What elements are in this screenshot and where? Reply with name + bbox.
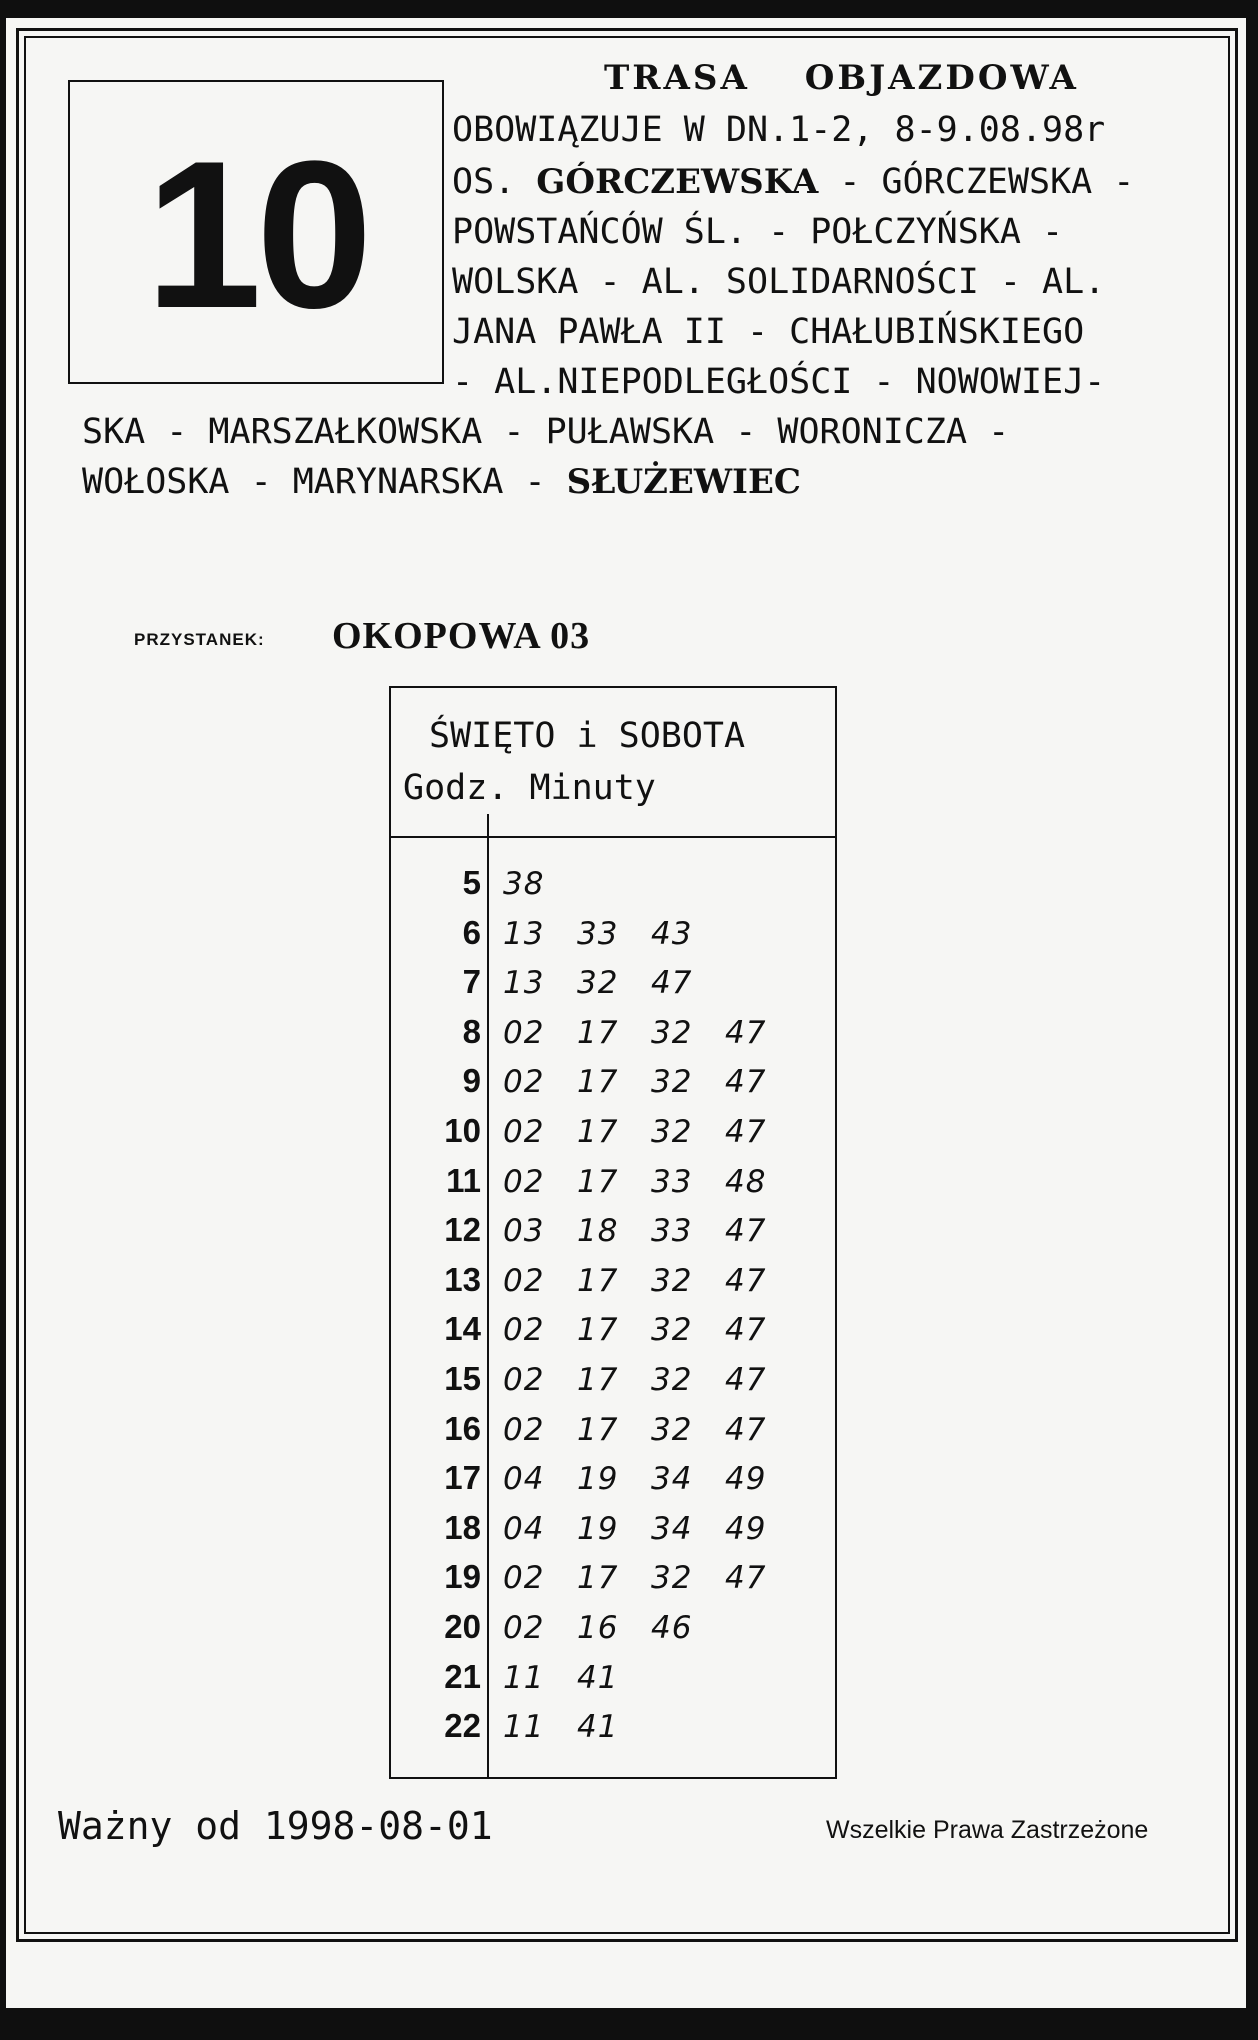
minute-cell: 47 xyxy=(725,1262,767,1299)
minute-cell: 41 xyxy=(577,1709,619,1746)
minute-cell: 32 xyxy=(651,1113,693,1150)
hour-cell: 12 xyxy=(444,1211,481,1249)
line-number: 10 xyxy=(145,117,367,352)
table-row xyxy=(391,1509,835,1559)
minute-cell: 02 xyxy=(503,1014,545,1051)
hour-cell: 16 xyxy=(444,1409,481,1447)
minute-cell: 32 xyxy=(651,1411,693,1448)
minute-cell: 17 xyxy=(577,1361,619,1398)
route-validity: OBOWIĄZUJE W DN.1-2, 8-9.08.98r xyxy=(452,110,1106,150)
minute-cell: 16 xyxy=(577,1609,619,1646)
minute-cell: 03 xyxy=(503,1213,545,1250)
table-row xyxy=(391,1211,835,1261)
minute-cell: 02 xyxy=(503,1262,545,1299)
minute-cell: 02 xyxy=(503,1411,545,1448)
minute-cell: 32 xyxy=(651,1262,693,1299)
minute-cell: 34 xyxy=(651,1510,693,1547)
rights-notice: Wszelkie Prawa Zastrzeżone xyxy=(826,1816,1149,1844)
valid-from: Ważny od 1998-08-01 xyxy=(58,1804,493,1848)
minute-cell: 48 xyxy=(725,1163,767,1200)
table-row xyxy=(391,1013,835,1063)
route-line xyxy=(452,312,1084,352)
minute-cell: 47 xyxy=(725,1113,767,1150)
hour-cell: 21 xyxy=(444,1657,481,1695)
table-row xyxy=(391,1459,835,1509)
line-number-box xyxy=(68,80,444,384)
route-line-highlight: GÓRCZEWSKA xyxy=(536,162,819,202)
minute-cell: 49 xyxy=(725,1461,767,1498)
table-row xyxy=(391,864,835,914)
table-row xyxy=(391,1112,835,1162)
minute-cell: 49 xyxy=(725,1510,767,1547)
table-row xyxy=(391,963,835,1013)
minute-cell: 19 xyxy=(577,1510,619,1547)
route-line-text: - GÓRCZEWSKA - xyxy=(818,162,1135,202)
table-row xyxy=(391,1261,835,1311)
hour-cell: 20 xyxy=(444,1607,481,1645)
minute-cell: 17 xyxy=(577,1064,619,1101)
table-row xyxy=(391,1360,835,1410)
minute-cell: 17 xyxy=(577,1113,619,1150)
route-title-left: TRASA xyxy=(604,58,750,98)
minute-cell: 17 xyxy=(577,1560,619,1597)
minute-column-header: Minuty xyxy=(529,768,656,808)
minute-cell: 13 xyxy=(503,965,545,1002)
route-line-text: POWSTAŃCÓW ŚL. - POŁCZYŃSKA - xyxy=(452,212,1064,252)
timetable-rows xyxy=(391,864,835,1757)
minute-cell: 19 xyxy=(577,1461,619,1498)
minute-cell: 47 xyxy=(725,1064,767,1101)
hour-cell: 17 xyxy=(444,1459,481,1497)
minute-cell: 02 xyxy=(503,1312,545,1349)
route-line-text: WOŁOSKA - MARYNARSKA - xyxy=(82,462,567,502)
minute-cell: 33 xyxy=(651,1163,693,1200)
route-line-text: WOLSKA - AL. SOLIDARNOŚCI - AL. xyxy=(452,262,1106,302)
route-line xyxy=(82,462,801,502)
hour-cell: 11 xyxy=(446,1161,481,1199)
minute-cell: 04 xyxy=(503,1510,545,1547)
hour-cell: 8 xyxy=(462,1012,481,1050)
minute-cell: 02 xyxy=(503,1113,545,1150)
minute-cell: 47 xyxy=(725,1312,767,1349)
route-line xyxy=(452,212,1063,252)
table-row xyxy=(391,1062,835,1112)
minute-cell: 02 xyxy=(503,1163,545,1200)
column-headers xyxy=(403,768,656,808)
day-type: ŚWIĘTO i SOBOTA xyxy=(429,716,746,756)
table-row xyxy=(391,914,835,964)
table-row xyxy=(391,1410,835,1460)
hour-cell: 22 xyxy=(444,1707,481,1745)
minute-cell: 33 xyxy=(651,1213,693,1250)
minute-cell: 46 xyxy=(651,1609,693,1646)
table-row xyxy=(391,1558,835,1608)
minute-cell: 47 xyxy=(725,1014,767,1051)
minute-cell: 41 xyxy=(577,1659,619,1696)
minute-cell: 43 xyxy=(651,915,693,952)
minute-cell: 32 xyxy=(651,1064,693,1101)
timetable xyxy=(389,686,837,1779)
route-line-text: - AL.NIEPODLEGŁOŚCI - NOWOWIEJ- xyxy=(452,362,1106,402)
hour-cell: 14 xyxy=(444,1310,481,1348)
minute-cell: 02 xyxy=(503,1361,545,1398)
table-row xyxy=(391,1658,835,1708)
minute-cell: 11 xyxy=(503,1709,545,1746)
minute-cell: 02 xyxy=(503,1609,545,1646)
hour-cell: 9 xyxy=(462,1062,481,1100)
hour-cell: 5 xyxy=(462,864,481,901)
minute-cell: 13 xyxy=(503,915,545,952)
minute-cell: 32 xyxy=(651,1560,693,1597)
timetable-header xyxy=(391,688,835,838)
route-title xyxy=(604,58,1079,98)
hour-cell: 10 xyxy=(444,1111,481,1149)
table-row xyxy=(391,1707,835,1757)
hour-cell: 15 xyxy=(444,1359,481,1397)
route-line xyxy=(82,412,1009,452)
minute-cell: 17 xyxy=(577,1312,619,1349)
minute-cell: 38 xyxy=(503,866,545,902)
table-row xyxy=(391,1162,835,1212)
minute-cell: 17 xyxy=(577,1411,619,1448)
stop-name: OKOPOWA 03 xyxy=(332,615,591,657)
minute-cell: 47 xyxy=(725,1361,767,1398)
route-line-highlight: SŁUŻEWIEC xyxy=(566,462,801,502)
route-line xyxy=(452,162,1134,202)
route-line-text: OS. xyxy=(452,162,537,202)
hour-cell: 7 xyxy=(462,963,481,1001)
minute-cell: 34 xyxy=(651,1461,693,1498)
route-line-text: SKA - MARSZAŁKOWSKA - PUŁAWSKA - WORONICZA - xyxy=(82,412,1010,452)
stop-label: PRZYSTANEK: xyxy=(134,630,265,649)
minute-cell: 33 xyxy=(577,915,619,952)
hour-cell: 6 xyxy=(462,913,481,951)
route-line xyxy=(452,262,1105,302)
hour-cell: 18 xyxy=(444,1508,481,1546)
minute-cell: 02 xyxy=(503,1064,545,1101)
table-row xyxy=(391,1608,835,1658)
minute-cell: 32 xyxy=(651,1361,693,1398)
minute-cell: 47 xyxy=(725,1213,767,1250)
minute-cell: 47 xyxy=(725,1560,767,1597)
minute-cell: 17 xyxy=(577,1262,619,1299)
minute-cell: 11 xyxy=(503,1659,545,1696)
route-line xyxy=(452,362,1105,402)
minute-cell: 32 xyxy=(651,1312,693,1349)
minute-cell: 17 xyxy=(577,1163,619,1200)
hour-cell: 13 xyxy=(444,1260,481,1298)
minute-cell: 04 xyxy=(503,1461,545,1498)
minute-cell: 47 xyxy=(725,1411,767,1448)
minute-cell: 47 xyxy=(651,965,693,1002)
minute-cell: 32 xyxy=(577,965,619,1002)
minute-cell: 02 xyxy=(503,1560,545,1597)
hour-column-header: Godz. xyxy=(403,768,509,808)
hour-cell: 19 xyxy=(444,1558,481,1596)
minute-cell: 32 xyxy=(651,1014,693,1051)
table-row xyxy=(391,1310,835,1360)
minute-cell: 18 xyxy=(577,1213,619,1250)
route-title-right: OBJAZDOWA xyxy=(804,58,1079,98)
minute-cell: 17 xyxy=(577,1014,619,1051)
route-line-text: JANA PAWŁA II - CHAŁUBIŃSKIEGO xyxy=(452,312,1085,352)
